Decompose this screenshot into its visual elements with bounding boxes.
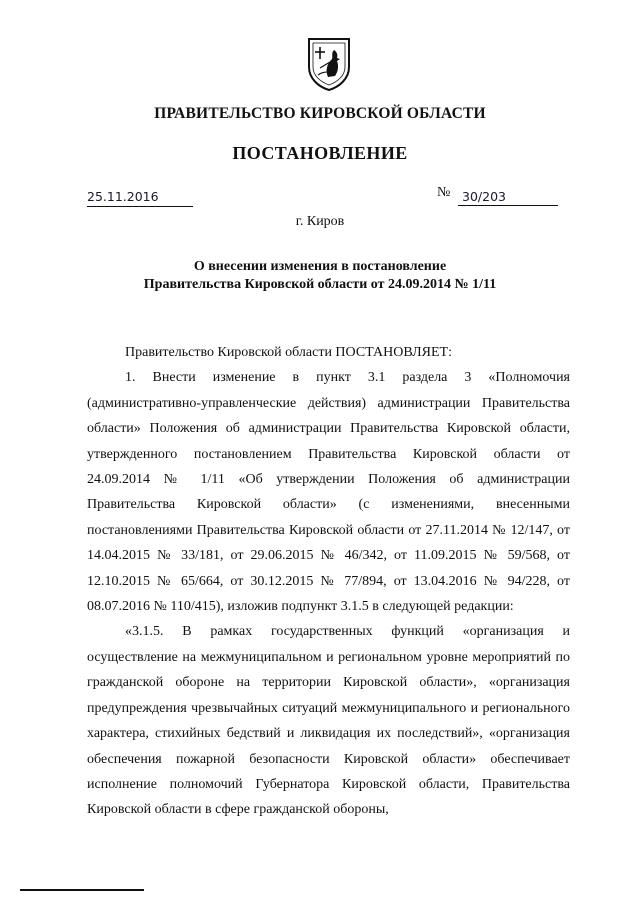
- document-number-field: [458, 188, 558, 206]
- preamble-paragraph: Правительство Кировской области ПОСТАНОВЛЯЕТ:: [125, 345, 452, 360]
- item-1-paragraph: 1. Внести изменение в пункт 3.1 раздела 3 «Полномочия (административно-управленческие действия) администрации Правительства области» Положения об администрации Правительства Кировской области, утвержденного постановлением Правительства Кировской области от 24.09.2014 № 1/11 «Об утверждении Положения об администрации Правительства Кировской области» (с изменениями, внесенными постановлениями Правительства Кировской области от 27.11.2014 № 12/147, от 14.04.2015 № 33/181, от 29.06.2015 № 46/342, от 11.09.2015 № 59/568, от 12.10.2015 № 65/664, от 30.12.2015 № 77/894, от 13.04.2016 № 94/228, от 08.07.2016 № 110/415), изложив подпункт 3.1.5 в следующей редакции:: [87, 370, 570, 615]
- footer-divider: [20, 889, 144, 891]
- subject-line-2: Правительства Кировской области от 24.09.2014 № 1/11: [143, 277, 497, 292]
- document-date: 25.11.2016: [87, 189, 159, 204]
- document-subject: [0, 258, 640, 294]
- number-label: №: [437, 185, 451, 200]
- document-number: 30/203: [462, 189, 506, 204]
- subject-line-1: О внесении изменения в постановление: [193, 259, 447, 274]
- organization-title: ПРАВИТЕЛЬСТВО КИРОВСКОЙ ОБЛАСТИ: [154, 105, 486, 122]
- coat-of-arms-icon: [306, 37, 352, 91]
- document-type-title: ПОСТАНОВЛЕНИЕ: [232, 143, 408, 163]
- document-city: г. Киров: [295, 214, 345, 229]
- document-body: [87, 340, 570, 823]
- document-date-field: [87, 188, 193, 207]
- item-3-1-5-paragraph: «3.1.5. В рамках государственных функций «организация и осуществление на межмуниципальном и региональном уровне мероприятий по гражданской обороне на территории Кировской области», «организация предупреждения чрезвычайных ситуаций межмуниципального и регионального характера, стихийных бедствий и ликвидация их последствий», «организация обеспечения пожарной безопасности Кировской области» обеспечивает исполнение полномочий Губернатора Кировской области, Правительства Кировской области в сфере гражданской обороны,: [87, 624, 570, 818]
